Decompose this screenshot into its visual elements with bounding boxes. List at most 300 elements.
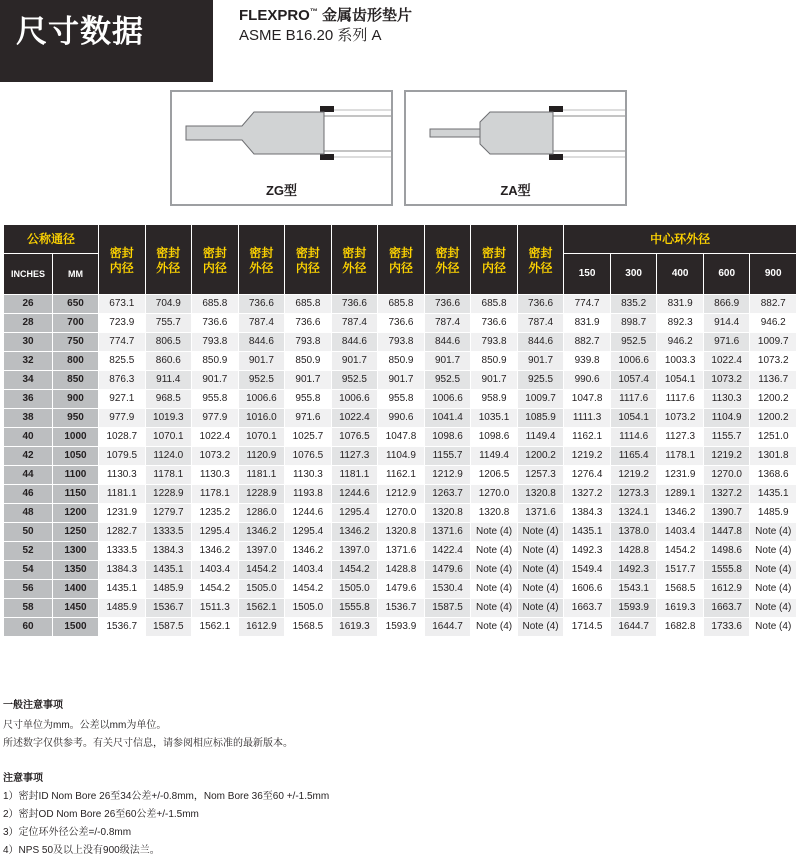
value-cell: 1397.0 xyxy=(239,542,285,560)
value-cell: 1136.7 xyxy=(750,371,796,389)
value-cell: 1200.2 xyxy=(750,390,796,408)
inch-cell: 30 xyxy=(4,333,52,351)
value-cell: 1511.3 xyxy=(192,599,238,617)
value-cell: 1282.7 xyxy=(99,523,145,541)
note-line: 1）密封ID Nom Bore 26至34公差+/-0.8mm，Nom Bore 36至60 +/-1.5mm xyxy=(3,791,330,802)
seal-od-header: 密封 外径 xyxy=(425,225,471,294)
value-cell: Note (4) xyxy=(518,580,564,598)
value-cell: 1454.2 xyxy=(192,580,238,598)
value-cell: 1333.5 xyxy=(146,523,192,541)
inch-cell: 56 xyxy=(4,580,52,598)
value-cell: 736.6 xyxy=(285,314,331,332)
value-cell: Note (4) xyxy=(750,561,796,579)
value-cell: 685.8 xyxy=(378,295,424,313)
value-cell: 685.8 xyxy=(471,295,517,313)
value-cell: 1479.6 xyxy=(425,561,471,579)
value-cell: 1206.5 xyxy=(471,466,517,484)
mm-cell: 850 xyxy=(53,371,98,389)
value-cell: 971.6 xyxy=(704,333,750,351)
value-cell: 1454.2 xyxy=(285,580,331,598)
inch-cell: 34 xyxy=(4,371,52,389)
value-cell: 793.8 xyxy=(471,333,517,351)
mm-cell: 750 xyxy=(53,333,98,351)
value-cell: 1593.9 xyxy=(378,618,424,636)
value-cell: 774.7 xyxy=(564,295,610,313)
value-cell: Note (4) xyxy=(471,542,517,560)
value-cell: 955.8 xyxy=(285,390,331,408)
class-header: 400 xyxy=(657,254,703,294)
value-cell: 1612.9 xyxy=(239,618,285,636)
value-cell: 1273.3 xyxy=(611,485,657,503)
standard-label: ASME B16.20 系列 A xyxy=(239,27,382,44)
value-cell: 1447.8 xyxy=(704,523,750,541)
value-cell: 1562.1 xyxy=(239,599,285,617)
inch-cell: 46 xyxy=(4,485,52,503)
value-cell: 736.6 xyxy=(471,314,517,332)
value-cell: 1279.7 xyxy=(146,504,192,522)
product-description: 金属齿形垫片 xyxy=(317,7,413,24)
value-cell: 1114.6 xyxy=(611,428,657,446)
value-cell: 825.5 xyxy=(99,352,145,370)
table-row xyxy=(4,371,796,389)
value-cell: 1295.4 xyxy=(285,523,331,541)
value-cell: 1200.2 xyxy=(750,409,796,427)
value-cell: 1181.1 xyxy=(99,485,145,503)
value-cell: 1270.0 xyxy=(378,504,424,522)
value-cell: 1593.9 xyxy=(611,599,657,617)
value-cell: 1244.6 xyxy=(332,485,378,503)
mm-cell: 700 xyxy=(53,314,98,332)
inch-cell: 52 xyxy=(4,542,52,560)
value-cell: 901.7 xyxy=(378,371,424,389)
inch-cell: 50 xyxy=(4,523,52,541)
value-cell: 1162.1 xyxy=(564,428,610,446)
value-cell: Note (4) xyxy=(750,580,796,598)
value-cell: 1200.2 xyxy=(518,447,564,465)
seal-id-header: 密封 内径 xyxy=(378,225,424,294)
value-cell: 1231.9 xyxy=(657,466,703,484)
value-cell: 831.9 xyxy=(564,314,610,332)
figure-za xyxy=(404,90,627,206)
inch-cell: 40 xyxy=(4,428,52,446)
value-cell: 1251.0 xyxy=(750,428,796,446)
value-cell: 793.8 xyxy=(192,333,238,351)
value-cell: 901.7 xyxy=(332,352,378,370)
value-cell: 1612.9 xyxy=(704,580,750,598)
value-cell: 787.4 xyxy=(425,314,471,332)
mm-cell: 1100 xyxy=(53,466,98,484)
seal-id-header: 密封 内径 xyxy=(285,225,331,294)
value-cell: 1289.1 xyxy=(657,485,703,503)
seal-od-header: 密封 外径 xyxy=(518,225,564,294)
inch-cell: 32 xyxy=(4,352,52,370)
value-cell: 1104.9 xyxy=(378,447,424,465)
value-cell: 1006.6 xyxy=(611,352,657,370)
value-cell: 1324.1 xyxy=(611,504,657,522)
value-cell: 1422.4 xyxy=(425,542,471,560)
figure-label: ZA型 xyxy=(500,183,531,198)
value-cell: 844.6 xyxy=(425,333,471,351)
trademark: ™ xyxy=(309,7,318,16)
value-cell: 1270.0 xyxy=(471,485,517,503)
value-cell: 892.3 xyxy=(657,314,703,332)
general-note-line: 所述数字仅供参考。有关尺寸信息，请参阅相应标准的最新版本。 xyxy=(3,738,293,749)
general-note-line: 尺寸单位为mm。公差以mm为单位。 xyxy=(3,720,167,731)
title-banner xyxy=(0,0,213,82)
value-cell: 914.4 xyxy=(704,314,750,332)
value-cell: 1028.7 xyxy=(99,428,145,446)
value-cell: 844.6 xyxy=(518,333,564,351)
value-cell: 901.7 xyxy=(285,371,331,389)
value-cell: 968.5 xyxy=(146,390,192,408)
value-cell: 1047.8 xyxy=(564,390,610,408)
value-cell: 1073.2 xyxy=(657,409,703,427)
value-cell: 1555.8 xyxy=(332,599,378,617)
value-cell: Note (4) xyxy=(471,561,517,579)
mm-cell: 800 xyxy=(53,352,98,370)
inch-cell: 44 xyxy=(4,466,52,484)
mm-cell: 1300 xyxy=(53,542,98,560)
value-cell: 774.7 xyxy=(99,333,145,351)
mm-cell: 1250 xyxy=(53,523,98,541)
value-cell: 1368.6 xyxy=(750,466,796,484)
value-cell: 1022.4 xyxy=(192,428,238,446)
notes-heading: 注意事项 xyxy=(3,773,43,784)
value-cell: 1073.2 xyxy=(750,352,796,370)
value-cell: 1235.2 xyxy=(192,504,238,522)
centering-ring-header: 中心环外径 xyxy=(564,225,796,253)
value-cell: 882.7 xyxy=(750,295,796,313)
table-row xyxy=(4,409,796,427)
value-cell: 1663.7 xyxy=(564,599,610,617)
value-cell: 958.9 xyxy=(471,390,517,408)
value-cell: 1428.8 xyxy=(611,542,657,560)
value-cell: 1228.9 xyxy=(239,485,285,503)
value-cell: 1454.2 xyxy=(239,561,285,579)
value-cell: 1397.0 xyxy=(332,542,378,560)
value-cell: 1543.1 xyxy=(611,580,657,598)
value-cell: 1517.7 xyxy=(657,561,703,579)
seal-od-header: 密封 外径 xyxy=(332,225,378,294)
value-cell: 1219.2 xyxy=(564,447,610,465)
value-cell: 1428.8 xyxy=(378,561,424,579)
value-cell: 1378.0 xyxy=(611,523,657,541)
value-cell: 787.4 xyxy=(239,314,285,332)
value-cell: 1346.2 xyxy=(192,542,238,560)
value-cell: 736.6 xyxy=(518,295,564,313)
value-cell: 1327.2 xyxy=(704,485,750,503)
value-cell: 1193.8 xyxy=(285,485,331,503)
value-cell: 1057.4 xyxy=(611,371,657,389)
inch-cell: 60 xyxy=(4,618,52,636)
value-cell: 1130.3 xyxy=(192,466,238,484)
value-cell: 1435.1 xyxy=(564,523,610,541)
seal-id-header: 密封 内径 xyxy=(192,225,238,294)
value-cell: 1006.6 xyxy=(239,390,285,408)
value-cell: 1149.4 xyxy=(518,428,564,446)
mm-cell: 1000 xyxy=(53,428,98,446)
table-row xyxy=(4,352,796,370)
seal-od-header: 密封 外径 xyxy=(239,225,285,294)
value-cell: 1009.7 xyxy=(518,390,564,408)
value-cell: 1076.5 xyxy=(285,447,331,465)
value-cell: 955.8 xyxy=(192,390,238,408)
value-cell: 736.6 xyxy=(332,295,378,313)
value-cell: 1155.7 xyxy=(425,447,471,465)
value-cell: 1054.1 xyxy=(611,409,657,427)
table-row xyxy=(4,428,796,446)
value-cell: 898.7 xyxy=(611,314,657,332)
value-cell: 736.6 xyxy=(239,295,285,313)
value-cell: 1117.6 xyxy=(611,390,657,408)
value-cell: 1346.2 xyxy=(239,523,285,541)
value-cell: 1403.4 xyxy=(285,561,331,579)
dimension-table xyxy=(3,224,797,637)
value-cell: 882.7 xyxy=(564,333,610,351)
value-cell: 1485.9 xyxy=(99,599,145,617)
value-cell: 927.1 xyxy=(99,390,145,408)
inch-cell: 26 xyxy=(4,295,52,313)
value-cell: 1009.7 xyxy=(750,333,796,351)
value-cell: 1006.6 xyxy=(425,390,471,408)
value-cell: 1025.7 xyxy=(285,428,331,446)
value-cell: 1333.5 xyxy=(99,542,145,560)
value-cell: Note (4) xyxy=(518,523,564,541)
value-cell: 952.5 xyxy=(425,371,471,389)
value-cell: 1371.6 xyxy=(518,504,564,522)
value-cell: 1403.4 xyxy=(657,523,703,541)
value-cell: 911.4 xyxy=(146,371,192,389)
inch-cell: 54 xyxy=(4,561,52,579)
value-cell: 1181.1 xyxy=(332,466,378,484)
value-cell: 1492.3 xyxy=(611,561,657,579)
value-cell: 876.3 xyxy=(99,371,145,389)
value-cell: 1098.6 xyxy=(425,428,471,446)
value-cell: 1644.7 xyxy=(611,618,657,636)
value-cell: Note (4) xyxy=(750,599,796,617)
value-cell: 704.9 xyxy=(146,295,192,313)
value-cell: 1178.1 xyxy=(146,466,192,484)
value-cell: 1384.3 xyxy=(146,542,192,560)
value-cell: 1384.3 xyxy=(99,561,145,579)
value-cell: 990.6 xyxy=(378,409,424,427)
value-cell: Note (4) xyxy=(471,523,517,541)
value-cell: 736.6 xyxy=(378,314,424,332)
value-cell: 1371.6 xyxy=(425,523,471,541)
table-row xyxy=(4,561,796,579)
value-cell: Note (4) xyxy=(518,561,564,579)
general-notes-heading: 一般注意事项 xyxy=(3,700,63,711)
value-cell: 1505.0 xyxy=(239,580,285,598)
value-cell: 685.8 xyxy=(285,295,331,313)
value-cell: 850.9 xyxy=(285,352,331,370)
value-cell: Note (4) xyxy=(518,599,564,617)
value-cell: 901.7 xyxy=(471,371,517,389)
value-cell: 1270.0 xyxy=(704,466,750,484)
value-cell: 1320.8 xyxy=(471,504,517,522)
value-cell: 1498.6 xyxy=(704,542,750,560)
general-notes xyxy=(3,696,293,753)
value-cell: 850.9 xyxy=(471,352,517,370)
value-cell: 1384.3 xyxy=(564,504,610,522)
value-cell: 1244.6 xyxy=(285,504,331,522)
value-cell: 1485.9 xyxy=(750,504,796,522)
value-cell: 1555.8 xyxy=(704,561,750,579)
value-cell: 1505.0 xyxy=(332,580,378,598)
value-cell: 952.5 xyxy=(239,371,285,389)
mm-cell: 1350 xyxy=(53,561,98,579)
value-cell: 1073.2 xyxy=(192,447,238,465)
page-title: 尺寸数据 xyxy=(16,14,144,49)
value-cell: 806.5 xyxy=(146,333,192,351)
value-cell: 787.4 xyxy=(332,314,378,332)
class-header: 300 xyxy=(611,254,657,294)
value-cell: 1479.6 xyxy=(378,580,424,598)
value-cell: 1035.1 xyxy=(471,409,517,427)
value-cell: 1181.1 xyxy=(239,466,285,484)
seal-od-header: 密封 外径 xyxy=(146,225,192,294)
value-cell: 736.6 xyxy=(192,314,238,332)
value-cell: 685.8 xyxy=(192,295,238,313)
value-cell: 1117.6 xyxy=(657,390,703,408)
seal-id-header: 密封 内径 xyxy=(471,225,517,294)
inch-cell: 36 xyxy=(4,390,52,408)
value-cell: 736.6 xyxy=(425,295,471,313)
value-cell: 1130.3 xyxy=(285,466,331,484)
value-cell: 946.2 xyxy=(657,333,703,351)
value-cell: 1019.3 xyxy=(146,409,192,427)
table-row xyxy=(4,618,796,636)
value-cell: Note (4) xyxy=(471,618,517,636)
mm-cell: 1150 xyxy=(53,485,98,503)
value-cell: 952.5 xyxy=(332,371,378,389)
value-cell: 1155.7 xyxy=(704,428,750,446)
value-cell: 1320.8 xyxy=(378,523,424,541)
value-cell: 850.9 xyxy=(192,352,238,370)
value-cell: 1111.3 xyxy=(564,409,610,427)
value-cell: 1022.4 xyxy=(332,409,378,427)
table-row xyxy=(4,447,796,465)
value-cell: 1127.3 xyxy=(332,447,378,465)
value-cell: 939.8 xyxy=(564,352,610,370)
value-cell: 1079.5 xyxy=(99,447,145,465)
value-cell: 901.7 xyxy=(425,352,471,370)
value-cell: 1644.7 xyxy=(425,618,471,636)
value-cell: 990.6 xyxy=(564,371,610,389)
value-cell: 1320.8 xyxy=(518,485,564,503)
value-cell: 850.9 xyxy=(378,352,424,370)
value-cell: Note (4) xyxy=(750,618,796,636)
table-row xyxy=(4,466,796,484)
table-row xyxy=(4,542,796,560)
value-cell: 844.6 xyxy=(239,333,285,351)
value-cell: 1346.2 xyxy=(332,523,378,541)
value-cell: 1165.4 xyxy=(611,447,657,465)
value-cell: 1371.6 xyxy=(378,542,424,560)
note-line: 3）定位环外径公差=/-0.8mm xyxy=(3,827,132,838)
table-row xyxy=(4,333,796,351)
value-cell: 1022.4 xyxy=(704,352,750,370)
product-name: FLEXPRO xyxy=(239,7,310,24)
seal-id-header: 密封 内径 xyxy=(99,225,145,294)
mm-cell: 1200 xyxy=(53,504,98,522)
value-cell: 793.8 xyxy=(378,333,424,351)
table-row xyxy=(4,580,796,598)
value-cell: 1006.6 xyxy=(332,390,378,408)
class-header: 900 xyxy=(750,254,796,294)
value-cell: 1562.1 xyxy=(192,618,238,636)
value-cell: 1320.8 xyxy=(425,504,471,522)
mm-cell: 1450 xyxy=(53,599,98,617)
value-cell: 925.5 xyxy=(518,371,564,389)
value-cell: 1120.9 xyxy=(239,447,285,465)
value-cell: 952.5 xyxy=(611,333,657,351)
value-cell: 1485.9 xyxy=(146,580,192,598)
value-cell: 1606.6 xyxy=(564,580,610,598)
value-cell: 901.7 xyxy=(518,352,564,370)
value-cell: 1435.1 xyxy=(99,580,145,598)
mm-header: MM xyxy=(53,254,98,294)
table-row xyxy=(4,314,796,332)
value-cell: 1403.4 xyxy=(192,561,238,579)
value-cell: 1536.7 xyxy=(146,599,192,617)
inch-cell: 42 xyxy=(4,447,52,465)
value-cell: 1130.3 xyxy=(704,390,750,408)
value-cell: 1682.8 xyxy=(657,618,703,636)
note-line: 2）密封OD Nom Bore 26至60公差+/-1.5mm xyxy=(3,809,199,820)
value-cell: Note (4) xyxy=(750,542,796,560)
value-cell: 860.6 xyxy=(146,352,192,370)
value-cell: 866.9 xyxy=(704,295,750,313)
value-cell: 787.4 xyxy=(518,314,564,332)
value-cell: 1568.5 xyxy=(657,580,703,598)
value-cell: 1536.7 xyxy=(378,599,424,617)
value-cell: 1619.3 xyxy=(657,599,703,617)
value-cell: 793.8 xyxy=(285,333,331,351)
value-cell: 1047.8 xyxy=(378,428,424,446)
mm-cell: 650 xyxy=(53,295,98,313)
mm-cell: 950 xyxy=(53,409,98,427)
value-cell: 1178.1 xyxy=(657,447,703,465)
value-cell: 1041.4 xyxy=(425,409,471,427)
mm-cell: 900 xyxy=(53,390,98,408)
value-cell: 1276.4 xyxy=(564,466,610,484)
value-cell: 1219.2 xyxy=(704,447,750,465)
value-cell: 1536.7 xyxy=(99,618,145,636)
value-cell: 1505.0 xyxy=(285,599,331,617)
value-cell: 1104.9 xyxy=(704,409,750,427)
value-cell: 1003.3 xyxy=(657,352,703,370)
value-cell: Note (4) xyxy=(518,542,564,560)
value-cell: 901.7 xyxy=(192,371,238,389)
value-cell: 1130.3 xyxy=(99,466,145,484)
inch-cell: 28 xyxy=(4,314,52,332)
value-cell: 1435.1 xyxy=(146,561,192,579)
value-cell: 1263.7 xyxy=(425,485,471,503)
value-cell: 1295.4 xyxy=(332,504,378,522)
table-row xyxy=(4,599,796,617)
value-cell: Note (4) xyxy=(471,599,517,617)
value-cell: 1016.0 xyxy=(239,409,285,427)
value-cell: Note (4) xyxy=(471,580,517,598)
class-header: 150 xyxy=(564,254,610,294)
value-cell: 1619.3 xyxy=(332,618,378,636)
value-cell: 1162.1 xyxy=(378,466,424,484)
product-heading xyxy=(239,4,412,25)
value-cell: 1492.3 xyxy=(564,542,610,560)
value-cell: 1149.4 xyxy=(471,447,517,465)
value-cell: 971.6 xyxy=(285,409,331,427)
